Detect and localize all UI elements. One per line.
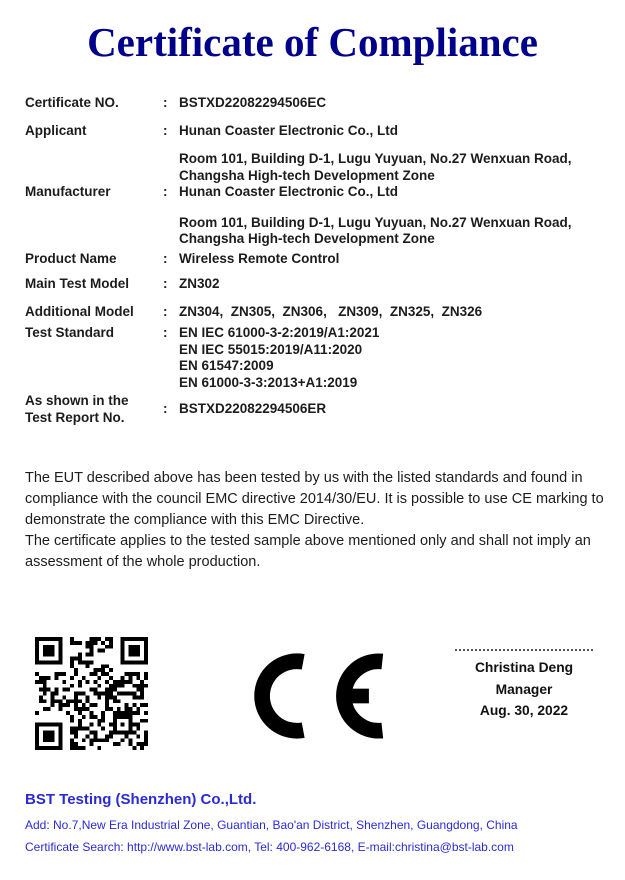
field-row-product-name (25, 251, 607, 268)
field-label: Manufacturer (25, 184, 111, 200)
certificate-search-link[interactable]: http://www.bst-lab.com (127, 840, 248, 855)
lab-company-name: BST Testing (Shenzhen) Co.,Ltd. (25, 791, 257, 809)
field-label: As shown in the Test Report No. (25, 393, 129, 425)
contact-info: , Tel: 400-962-6168, E-mail:christina@bst-lab.com (247, 840, 514, 855)
field-value-line: Changsha High-tech Development Zone (179, 167, 435, 183)
field-label: Main Test Model (25, 276, 130, 292)
certificate-page (0, 20, 625, 880)
search-label: Certificate Search: (25, 840, 128, 855)
field-colon: : (163, 122, 168, 138)
footer (25, 791, 609, 855)
field-value-line: BSTXD22082294506EC (179, 95, 327, 111)
field-colon: : (163, 276, 168, 292)
field-value (179, 251, 607, 268)
field-value-line: ZN304, ZN305, ZN306, ZN309, ZN325, ZN326 (179, 303, 483, 319)
field-colon: : (163, 250, 168, 266)
field-row-manufacturer (25, 184, 607, 201)
signature-date: Aug. 30, 2022 (479, 703, 569, 719)
field-value-line: Wireless Remote Control (179, 250, 340, 266)
statement-paragraph-1: The EUT described above has been tested by us with the listed standards and found in compliance with the council EMC directive 2014/30/EU. It is possible to use CE marking to demonstrate the compliance with this EMC Directive. (25, 470, 604, 529)
signer-title: Manager (495, 681, 553, 697)
field-label: Applicant (25, 122, 87, 138)
lab-address: Add: No.7,New Era Industrial Zone, Guantian, Bao'an District, Shenzhen, Guangdong, China (25, 818, 518, 833)
field-row-additional-model (25, 304, 607, 321)
field-value (179, 325, 607, 391)
statement-paragraph-2: The certificate applies to the tested sample above mentioned only and shall not imply an assessment of the whole production. (25, 533, 591, 571)
field-colon: : (163, 95, 168, 111)
page-title: Certificate of Compliance (87, 19, 538, 65)
certificate-fields (25, 95, 607, 426)
field-label: Product Name (25, 250, 117, 266)
field-value-line: Room 101, Building D-1, Lugu Yuyuan, No.27 Wenxuan Road, (179, 151, 572, 167)
field-value-line: ZN302 (179, 276, 220, 292)
field-row-test-standard (25, 325, 607, 391)
field-value (179, 151, 607, 184)
field-label: Additional Model (25, 303, 134, 319)
compliance-statement (25, 468, 607, 573)
field-label (25, 151, 163, 184)
field-label (25, 215, 163, 248)
field-colon (163, 215, 179, 248)
field-colon (163, 151, 179, 184)
field-colon: : (163, 401, 168, 417)
field-row-applicant-address (25, 151, 607, 184)
field-value-line: Hunan Coaster Electronic Co., Ltd (179, 122, 399, 138)
field-label: Test Standard (25, 325, 115, 341)
field-row-certificate-no (25, 95, 607, 112)
signature-block (436, 649, 612, 722)
field-value (179, 276, 607, 293)
ce-mark-icon (252, 651, 388, 741)
field-colon: : (163, 303, 168, 319)
field-value (179, 95, 607, 112)
field-row-main-test-model (25, 276, 607, 293)
field-value (179, 401, 607, 418)
field-value-line: EN IEC 61000-3-2:2019/A1:2021 (179, 325, 380, 341)
field-colon: : (163, 184, 168, 200)
field-value (179, 123, 607, 140)
signer-name: Christina Deng (474, 660, 574, 676)
field-colon: : (163, 325, 168, 341)
field-value-line: Hunan Coaster Electronic Co., Ltd (179, 184, 399, 200)
field-value (179, 215, 607, 248)
signature-dotted-line (455, 649, 593, 651)
field-row-manufacturer-address (25, 215, 607, 248)
seal-row (0, 637, 625, 750)
field-value-line: EN 61000-3-3:2013+A1:2019 (179, 374, 358, 390)
field-label: Certificate NO. (25, 95, 119, 111)
field-value (179, 304, 607, 321)
certificate-search-line (25, 840, 609, 855)
field-value (179, 184, 607, 201)
field-row-applicant (25, 123, 607, 140)
field-row-test-report-no (25, 393, 607, 426)
field-value-line: EN IEC 55015:2019/A11:2020 (179, 341, 363, 357)
field-value-line: BSTXD22082294506ER (179, 401, 327, 417)
field-value-line: Changsha High-tech Development Zone (179, 231, 435, 247)
field-value-line: EN 61547:2009 (179, 358, 274, 374)
qr-code (35, 637, 148, 750)
field-value-line: Room 101, Building D-1, Lugu Yuyuan, No.27 Wenxuan Road, (179, 214, 572, 230)
